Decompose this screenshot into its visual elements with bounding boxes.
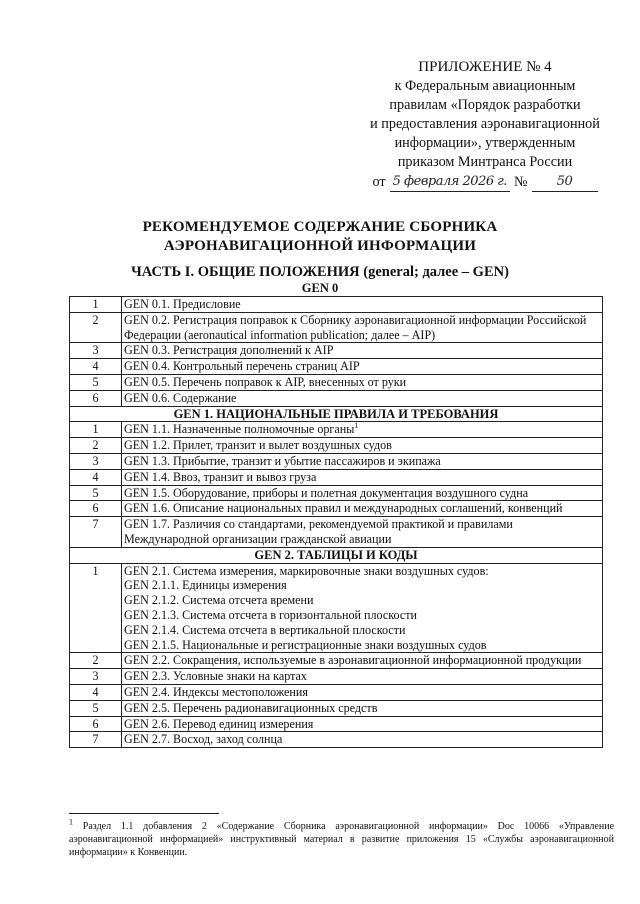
row-text-cell <box>122 684 603 700</box>
sub-item: GEN 2.1.3. Система отсчета в горизонтальной плоскости <box>124 607 417 622</box>
table-row <box>70 669 603 685</box>
row-text-cell <box>122 653 603 669</box>
appendix-block <box>360 58 610 192</box>
gen2-header-section <box>70 547 603 653</box>
table-row <box>70 485 603 501</box>
sub-item: GEN 2.1.1. Единицы измерения <box>124 578 287 593</box>
row-text-cell <box>122 359 603 375</box>
table-row <box>70 359 603 375</box>
table-row <box>70 700 603 716</box>
gen1-header-section <box>70 406 603 422</box>
footnote-ref: 1 <box>354 421 359 431</box>
row-text: GEN 2.7. Восход, заход солнца <box>124 732 283 747</box>
section-header-row <box>70 406 603 422</box>
row-text: GEN 1.7. Различия со стандартами, рекомендуемой практикой и правилами Международной организации гражданской авиации <box>124 517 513 546</box>
row-text: GEN 2.4. Индексы местоположения <box>124 684 308 699</box>
row-text-cell <box>122 732 603 748</box>
table-row <box>70 732 603 748</box>
footnote <box>69 817 615 859</box>
row-text-cell <box>122 422 603 438</box>
row-text: GEN 2.2. Сокращения, используемые в аэронавигационной информационной продукции <box>124 653 582 668</box>
row-text: GEN 0.2. Регистрация поправок к Сборнику аэронавигационной информации Российской Федерации (aeronautical information publication; далее – AIP) <box>124 312 587 342</box>
row-text-cell <box>122 700 603 716</box>
table-row <box>70 438 603 454</box>
row-number: 5 <box>70 700 122 716</box>
table-row <box>70 374 603 390</box>
footnote-rule <box>69 813 219 814</box>
row-text: GEN 0.5. Перечень поправок к AIP, внесенных от руки <box>124 374 407 389</box>
row-text-cell <box>122 390 603 406</box>
row-text-cell <box>122 485 603 501</box>
heading-line: АЭРОНАВИГАЦИОННОЙ ИНФОРМАЦИИ <box>163 238 477 254</box>
appendix-line: приказом Минтранса России <box>397 154 573 170</box>
row-number: 6 <box>70 716 122 732</box>
table-row <box>70 653 603 669</box>
table-row <box>70 312 603 343</box>
table-row <box>70 501 603 517</box>
row-text-cell <box>122 453 603 469</box>
gen1-title: GEN 1. НАЦИОНАЛЬНЫЕ ПРАВИЛА И ТРЕБОВАНИЯ <box>70 406 603 422</box>
row-text-cell <box>122 297 603 313</box>
row-number: 3 <box>70 453 122 469</box>
row-text: GEN 2.5. Перечень радионавигационных средств <box>124 700 378 715</box>
table-row <box>70 297 603 313</box>
table-row <box>70 343 603 359</box>
row-number: 4 <box>70 469 122 485</box>
row-number: 7 <box>70 732 122 748</box>
row-text-cell <box>122 312 603 343</box>
contents-table <box>69 296 603 748</box>
row-text: GEN 2.6. Перевод единиц измерения <box>124 716 314 731</box>
gen0-title: GEN 0 <box>301 281 339 295</box>
row-text: GEN 0.4. Контрольный перечень страниц AIP <box>124 359 360 374</box>
part-title: ЧАСТЬ I. ОБЩИЕ ПОЛОЖЕНИЯ (general; далее – GEN) <box>131 264 509 280</box>
appendix-line: правилам «Порядок разработки <box>389 97 581 113</box>
gen0-section <box>70 297 603 407</box>
row-number: 1 <box>70 297 122 313</box>
row-number: 2 <box>70 312 122 343</box>
row-number: 6 <box>70 501 122 517</box>
row-text-cell <box>122 438 603 454</box>
row-number: 3 <box>70 669 122 685</box>
row-text-cell <box>122 563 603 653</box>
row-number: 4 <box>70 684 122 700</box>
row-text: GEN 1.6. Описание национальных правил и международных соглашений, конвенций <box>124 501 563 516</box>
row-text-cell <box>122 374 603 390</box>
sub-item: GEN 2.1.4. Система отсчета в вертикальной плоскости <box>124 622 406 637</box>
row-text: GEN 0.3. Регистрация дополнений к AIP <box>124 343 334 358</box>
row-text: GEN 1.2. Прилет, транзит и вылет воздушных судов <box>124 438 392 453</box>
row-text: GEN 1.5. Оборудование, приборы и полетная документация воздушного судна <box>124 485 529 500</box>
row-number: 3 <box>70 343 122 359</box>
date-line <box>360 172 610 192</box>
row-text-cell <box>122 669 603 685</box>
row-number: 1 <box>70 422 122 438</box>
footnote-text: Раздел 1.1 добавления 2 «Содержание Сборника аэронавигационной информации» Doc 10066 «Управление аэронавигационной информацией» инструктивный материал в развитие приложения 15 «Службы аэронавигационной информации» к Конвенции. <box>69 821 615 858</box>
gen2-section <box>70 653 603 748</box>
table-row <box>70 453 603 469</box>
row-text-cell <box>122 501 603 517</box>
row-text-cell <box>122 343 603 359</box>
sub-item: GEN 2.1.5. Национальные и регистрационные знаки воздушных судов <box>124 637 487 652</box>
table-row <box>70 469 603 485</box>
handwritten-number: 50 <box>532 172 598 192</box>
table-row <box>70 390 603 406</box>
appendix-title: ПРИЛОЖЕНИЕ № 4 <box>418 59 552 75</box>
row-text: GEN 0.1. Предисловие <box>124 297 241 311</box>
footnote-mark: 1 <box>69 817 73 827</box>
sub-item: GEN 2.1.2. Система отсчета времени <box>124 593 314 608</box>
row-number: 5 <box>70 485 122 501</box>
row-text: GEN 0.6. Содержание <box>124 390 237 405</box>
row-text: GEN 2.1. Система измерения, маркировочные знаки воздушных судов: <box>124 563 489 578</box>
row-number: 2 <box>70 438 122 454</box>
appendix-line: к Федеральным авиационным <box>394 78 576 94</box>
date-prefix: от <box>372 174 386 190</box>
row-text-cell <box>122 517 603 548</box>
document-heading <box>0 218 640 256</box>
appendix-line: информации», утвержденным <box>394 135 576 151</box>
number-prefix: № <box>513 174 528 190</box>
row-number: 4 <box>70 359 122 375</box>
row-text: GEN 1.3. Прибытие, транзит и убытие пассажиров и экипажа <box>124 453 441 468</box>
table-row <box>70 563 603 653</box>
gen2-title: GEN 2. ТАБЛИЦЫ И КОДЫ <box>70 547 603 563</box>
gen1-section <box>70 422 603 547</box>
row-number: 1 <box>70 563 122 653</box>
appendix-line: и предоставления аэронавигационной <box>370 116 600 132</box>
table-row <box>70 716 603 732</box>
row-text: GEN 1.4. Ввоз, транзит и вывоз груза <box>124 469 317 484</box>
row-text-cell <box>122 469 603 485</box>
handwritten-date: 5 февраля 2026 г. <box>390 172 510 192</box>
table-row <box>70 684 603 700</box>
table-row <box>70 517 603 548</box>
heading-line: РЕКОМЕНДУЕМОЕ СОДЕРЖАНИЕ СБОРНИКА <box>142 219 498 235</box>
row-text: GEN 2.3. Условные знаки на картах <box>124 669 307 684</box>
row-number: 5 <box>70 374 122 390</box>
section-header-row <box>70 547 603 563</box>
row-number: 6 <box>70 390 122 406</box>
row-text-cell <box>122 716 603 732</box>
row-number: 7 <box>70 517 122 548</box>
row-number: 2 <box>70 653 122 669</box>
row-text: GEN 1.1. Назначенные полномочные органы <box>124 422 355 437</box>
table-row <box>70 422 603 438</box>
